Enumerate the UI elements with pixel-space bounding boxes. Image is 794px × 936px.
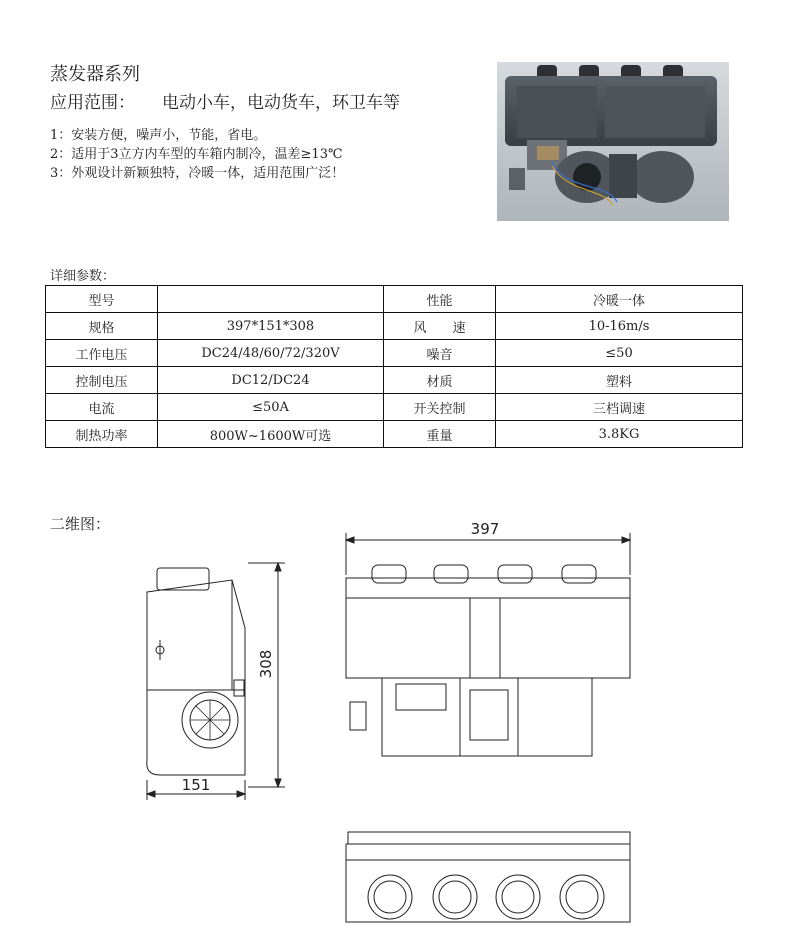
spec-label-cell: 规格 [46,313,158,340]
spec-label-cell: 材质 [384,367,496,394]
spec-label-cell: 控制电压 [46,367,158,394]
feature-2: 2：适用于3立方内车型的车箱内制冷，温差≥13℃ [50,147,343,162]
spec-value-cell: DC24/48/60/72/320V [158,340,384,367]
spec-label-cell: 工作电压 [46,340,158,367]
spec-label-cell: 开关控制 [384,394,496,421]
spec-label-cell: 噪音 [384,340,496,367]
spec-value-cell: 800W~1600W可选 [158,421,384,448]
spec-value-cell: 397*151*308 [158,313,384,340]
width-dim-label: 397 [470,520,500,538]
front-view-drawing [346,533,630,756]
spec-value-cell: 冷暖一体 [496,286,743,313]
scope-label: 应用范围： [50,93,135,113]
spec-value-cell: ≤50A [158,394,384,421]
spec-label-cell: 风 速 [384,313,496,340]
spec-label-cell: 型号 [46,286,158,313]
spec-value-cell: 10-16m/s [496,313,743,340]
height-dim-label: 308 [257,649,275,679]
page-title: 蒸发器系列 [50,64,140,85]
spec-value-cell: DC12/DC24 [158,367,384,394]
scope-value: 电动小车，电动货车，环卫车等 [162,93,400,113]
spec-value-cell: 3.8KG [496,421,743,448]
spec-label-cell: 性能 [384,286,496,313]
spec-label-cell: 重量 [384,421,496,448]
side-view-drawing [147,568,245,775]
depth-dim-label: 151 [181,776,211,794]
spec-value-cell: 三档调速 [496,394,743,421]
drawing-label: 二维图： [50,515,111,533]
spec-label-cell: 电流 [46,394,158,421]
feature-1: 1：安装方便，噪声小，节能，省电。 [50,128,267,143]
spec-value-cell: ≤50 [496,340,743,367]
spec-label-cell: 制热功率 [46,421,158,448]
detail-label: 详细参数： [50,269,116,284]
feature-3: 3：外观设计新颖独特，冷暖一体，适用范围广泛！ [50,166,345,181]
spec-value-cell: 塑料 [496,367,743,394]
bottom-view-drawing [346,832,630,922]
